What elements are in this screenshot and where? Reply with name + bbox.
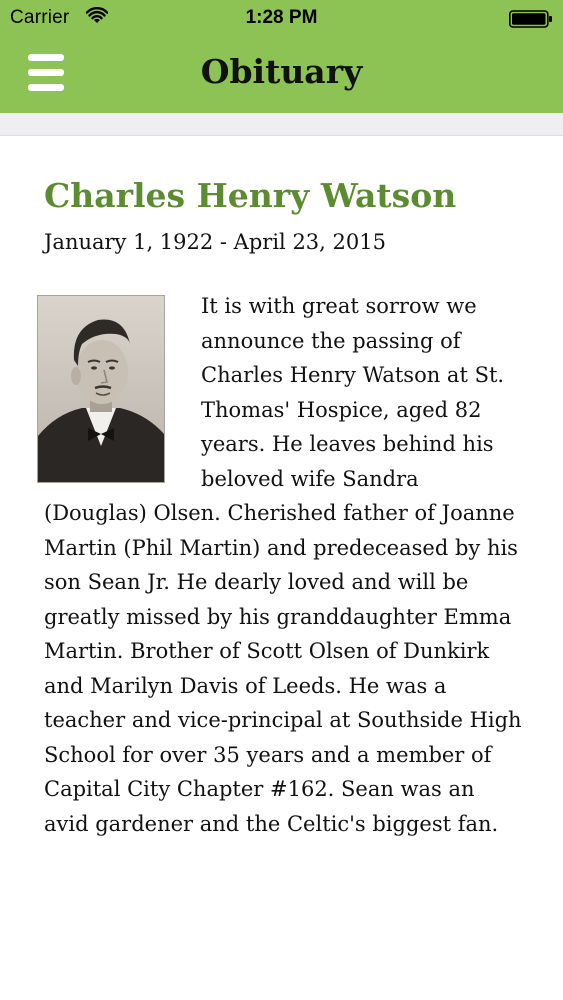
header-divider-strip bbox=[0, 113, 563, 136]
portrait-photo bbox=[37, 295, 165, 483]
deceased-name: Charles Henry Watson bbox=[44, 176, 457, 215]
status-time: 1:28 PM bbox=[245, 7, 318, 28]
life-dates: January 1, 1922 - April 23, 2015 bbox=[44, 230, 386, 254]
status-bar bbox=[0, 0, 563, 36]
obituary-body bbox=[44, 289, 524, 841]
navigation-bar bbox=[0, 36, 563, 113]
app-header bbox=[0, 0, 563, 113]
battery-icon bbox=[509, 10, 553, 28]
obituary-content bbox=[44, 176, 524, 841]
obituary-text: It is with great sorrow we announce the passing of Charles Henry Watson at St. Thomas' Hospice, aged 82 years. He leaves behind his beloved wife Sandra (Douglas) Olsen. Cherished father of Joanne Martin (Phil Martin) and predeceased by his son Sean Jr. He dearly loved and will be greatly missed by his granddaughter Emma Martin. Brother of Scott Olsen of Dunkirk and Marilyn Davis of Leeds. He was a teacher and vice-principal at Southside High School for over 35 years and a member of Capital City Chapter #162. Sean was an avid gardener and the Celtic's biggest fan. bbox=[44, 294, 522, 836]
carrier-label: Carrier bbox=[10, 7, 70, 28]
portrait-illustration bbox=[38, 296, 164, 482]
page-title: Obituary bbox=[200, 52, 363, 91]
